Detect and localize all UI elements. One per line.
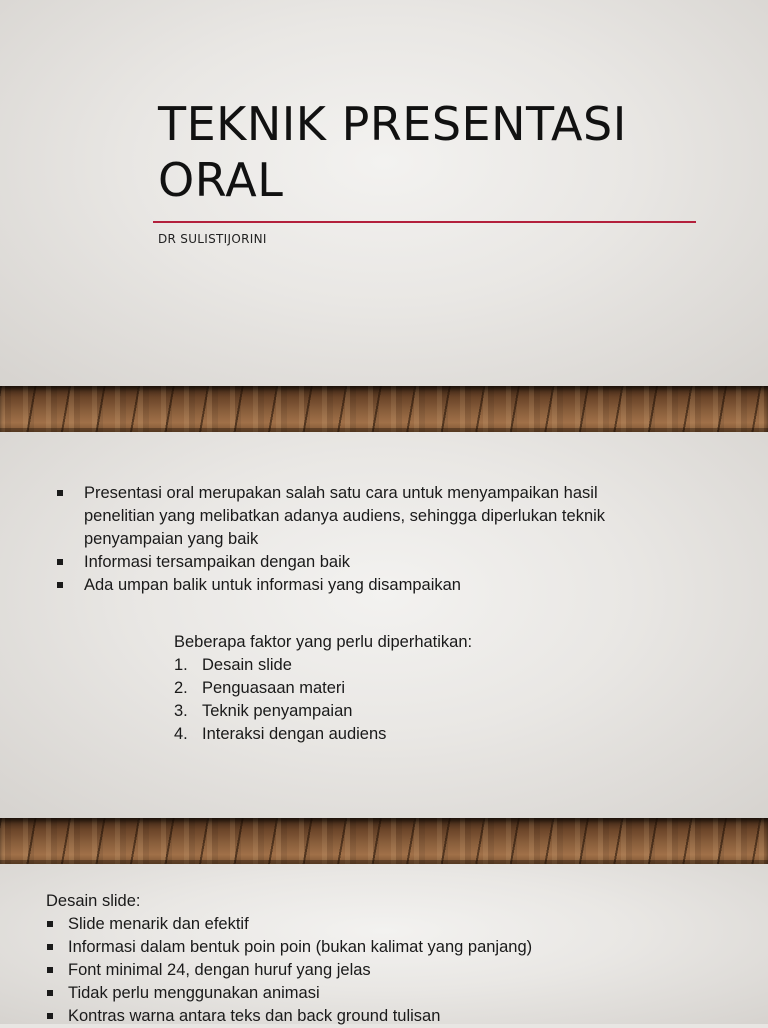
title-line-2: ORAL — [158, 153, 284, 207]
list-item — [174, 723, 594, 746]
list-item — [84, 482, 664, 551]
list-item — [46, 1005, 746, 1028]
slide-1 — [0, 0, 768, 386]
list-number: 3. — [174, 702, 188, 720]
list-item-text: Informasi tersampaikan dengan baik — [84, 553, 350, 571]
square-bullet-icon — [47, 990, 53, 996]
list-item-text: Kontras warna antara teks dan back ground tulisan — [68, 1007, 441, 1025]
square-bullet-icon — [47, 1013, 53, 1019]
list-item — [46, 982, 746, 1005]
list-item-text: Ada umpan balik untuk informasi yang disampaikan — [84, 576, 461, 594]
title-line-1: TEKNIK PRESENTASI — [158, 97, 627, 151]
list-item — [46, 936, 746, 959]
slide-2-bullet-list — [84, 482, 664, 597]
list-item-text: Penguasaan materi — [202, 679, 346, 697]
list-item — [174, 700, 594, 723]
slide-3-content — [46, 890, 746, 1028]
list-item — [84, 574, 664, 597]
list-number: 2. — [174, 679, 188, 697]
list-item-text: Interaksi dengan audiens — [202, 725, 387, 743]
square-bullet-icon — [57, 490, 63, 496]
list-item — [174, 677, 594, 700]
factors-block — [174, 631, 594, 746]
list-item-text: Presentasi oral merupakan salah satu cara untuk menyampaikan hasil penelitian yang melibatkan adanya audiens, sehingga diperlukan teknik penyampaian yang baik — [84, 484, 606, 548]
list-item-text: Teknik penyampaian — [202, 702, 353, 720]
list-number: 4. — [174, 725, 188, 743]
list-item — [84, 551, 664, 574]
square-bullet-icon — [47, 921, 53, 927]
wood-floor-band-1 — [0, 386, 768, 432]
square-bullet-icon — [57, 559, 63, 565]
list-item — [46, 959, 746, 982]
list-item — [46, 913, 746, 936]
list-item-text: Tidak perlu menggunakan animasi — [68, 984, 320, 1002]
slide-3-heading: Desain slide: — [46, 892, 141, 910]
list-number: 1. — [174, 656, 188, 674]
slide-subtitle: DR SULISTIJORINI — [158, 232, 267, 246]
slide-title — [158, 96, 718, 208]
square-bullet-icon — [57, 582, 63, 588]
list-item-text: Slide menarik dan efektif — [68, 915, 249, 933]
slide-3-bullet-list — [46, 913, 746, 1028]
wood-floor-band-2 — [0, 818, 768, 864]
factors-list — [174, 654, 594, 746]
list-item — [174, 654, 594, 677]
square-bullet-icon — [47, 944, 53, 950]
list-item-text: Desain slide — [202, 656, 292, 674]
factors-heading: Beberapa faktor yang perlu diperhatikan: — [174, 633, 473, 651]
list-item-text: Font minimal 24, dengan huruf yang jelas — [68, 961, 371, 979]
square-bullet-icon — [47, 967, 53, 973]
title-divider — [153, 221, 696, 223]
list-item-text: Informasi dalam bentuk poin poin (bukan kalimat yang panjang) — [68, 938, 533, 956]
